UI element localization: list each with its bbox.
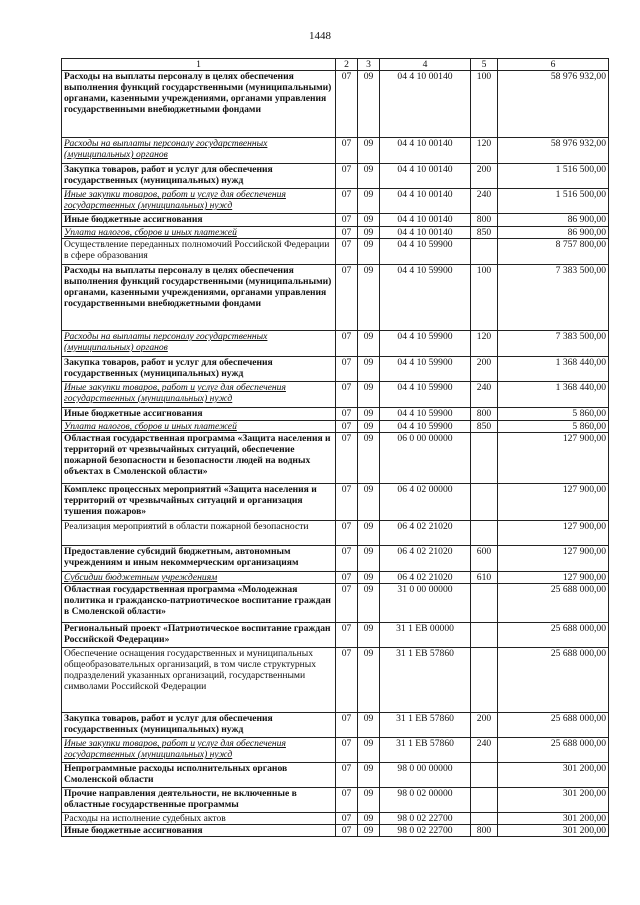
row-expense-type (471, 813, 498, 825)
row-target-article: 31 1 EB 00000 (380, 623, 471, 648)
row-description: Комплекс процессных мероприятий «Защита населения и территорий от чрезвычайных ситуаций и организация тушения пожаров» (62, 484, 336, 521)
row-section-code: 07 (336, 138, 358, 164)
table-row (62, 214, 609, 227)
table-row (62, 584, 609, 623)
row-amount: 25 688 000,00 (498, 584, 609, 623)
row-description: Закупка товаров, работ и услуг для обеспечения государственных (муниципальных) нужд (62, 713, 336, 738)
row-section-code: 07 (336, 331, 358, 357)
row-subsection-code: 09 (358, 239, 380, 265)
row-subsection-code: 09 (358, 214, 380, 227)
row-subsection-code: 09 (358, 713, 380, 738)
row-description: Региональный проект «Патриотическое воспитание граждан Российской Федерации» (62, 623, 336, 648)
row-subsection-code: 09 (358, 71, 380, 138)
row-amount: 301 200,00 (498, 788, 609, 813)
table-row (62, 382, 609, 408)
row-subsection-code: 09 (358, 825, 380, 837)
row-description: Расходы на выплаты персоналу государственных (муниципальных) органов (62, 138, 336, 164)
row-target-article: 31 1 EB 57860 (380, 713, 471, 738)
row-description: Уплата налогов, сборов и иных платежей (62, 227, 336, 239)
row-section-code: 07 (336, 713, 358, 738)
row-description: Расходы на исполнение судебных актов (62, 813, 336, 825)
row-section-code: 07 (336, 738, 358, 763)
row-description: Расходы на выплаты персоналу государственных (муниципальных) органов (62, 331, 336, 357)
row-target-article: 04 4 10 00140 (380, 189, 471, 214)
row-expense-type (471, 623, 498, 648)
table-row (62, 788, 609, 813)
row-expense-type: 120 (471, 138, 498, 164)
row-subsection-code: 09 (358, 331, 380, 357)
row-description: Иные закупки товаров, работ и услуг для обеспечения государственных (муниципальных) нужд (62, 382, 336, 408)
header-col-1: 1 (62, 59, 336, 71)
row-section-code: 07 (336, 408, 358, 421)
table-row (62, 239, 609, 265)
row-expense-type: 200 (471, 357, 498, 382)
table-row (62, 138, 609, 164)
row-expense-type: 100 (471, 265, 498, 331)
row-description: Расходы на выплаты персоналу в целях обеспечения выполнения функций государственными (муниципальными) органами, казенными учреждениями, органами управления государственными внебюджетными фондами (62, 265, 336, 331)
table-row (62, 484, 609, 521)
row-section-code: 07 (336, 227, 358, 239)
header-col-5: 5 (471, 59, 498, 71)
row-description: Закупка товаров, работ и услуг для обеспечения государственных (муниципальных) нужд (62, 357, 336, 382)
row-description: Обеспечение оснащения государственных и муниципальных общеобразовательных организаций, в том числе структурных подразделений указанных организаций, государственными символами Российской Федерации (62, 648, 336, 713)
row-subsection-code: 09 (358, 138, 380, 164)
row-subsection-code: 09 (358, 484, 380, 521)
table-row (62, 71, 609, 138)
row-amount: 25 688 000,00 (498, 713, 609, 738)
row-subsection-code: 09 (358, 227, 380, 239)
row-section-code: 07 (336, 584, 358, 623)
row-target-article: 98 0 02 22700 (380, 813, 471, 825)
budget-table (61, 58, 609, 837)
row-amount: 1 368 440,00 (498, 382, 609, 408)
row-expense-type (471, 433, 498, 484)
row-amount: 58 976 932,00 (498, 138, 609, 164)
row-expense-type: 200 (471, 713, 498, 738)
row-amount: 127 900,00 (498, 572, 609, 584)
row-section-code: 07 (336, 572, 358, 584)
row-expense-type (471, 584, 498, 623)
row-subsection-code: 09 (358, 546, 380, 572)
row-description: Предоставление субсидий бюджетным, автономным учреждениям и иным некоммерческим организациям (62, 546, 336, 572)
row-amount: 8 757 800,00 (498, 239, 609, 265)
row-description: Закупка товаров, работ и услуг для обеспечения государственных (муниципальных) нужд (62, 164, 336, 189)
row-description: Иные закупки товаров, работ и услуг для обеспечения государственных (муниципальных) нужд (62, 189, 336, 214)
row-section-code: 07 (336, 813, 358, 825)
row-amount: 86 900,00 (498, 214, 609, 227)
row-section-code: 07 (336, 546, 358, 572)
row-target-article: 98 0 02 22700 (380, 825, 471, 837)
row-section-code: 07 (336, 214, 358, 227)
row-target-article: 04 4 10 59900 (380, 382, 471, 408)
row-section-code: 07 (336, 433, 358, 484)
row-target-article: 06 4 02 00000 (380, 484, 471, 521)
row-expense-type (471, 484, 498, 521)
row-expense-type (471, 763, 498, 788)
row-subsection-code: 09 (358, 357, 380, 382)
table-row (62, 189, 609, 214)
row-target-article: 04 4 10 59900 (380, 265, 471, 331)
row-amount: 5 860,00 (498, 408, 609, 421)
row-expense-type: 200 (471, 164, 498, 189)
row-amount: 301 200,00 (498, 763, 609, 788)
row-section-code: 07 (336, 382, 358, 408)
table-row (62, 813, 609, 825)
row-description: Иные бюджетные ассигнования (62, 408, 336, 421)
row-description: Областная государственная программа «Молодежная политика и гражданско-патриотическое воспитание граждан в Смоленской области» (62, 584, 336, 623)
row-subsection-code: 09 (358, 433, 380, 484)
row-expense-type: 240 (471, 382, 498, 408)
row-target-article: 31 1 EB 57860 (380, 648, 471, 713)
row-subsection-code: 09 (358, 189, 380, 214)
row-amount: 7 383 500,00 (498, 265, 609, 331)
row-target-article: 31 1 EB 57860 (380, 738, 471, 763)
row-amount: 25 688 000,00 (498, 648, 609, 713)
row-target-article: 06 4 02 21020 (380, 546, 471, 572)
row-section-code: 07 (336, 189, 358, 214)
row-target-article: 04 4 10 59900 (380, 239, 471, 265)
row-subsection-code: 09 (358, 408, 380, 421)
table-row (62, 623, 609, 648)
row-amount: 127 900,00 (498, 546, 609, 572)
page-number: 1448 (309, 30, 331, 42)
row-section-code: 07 (336, 484, 358, 521)
row-description: Прочие направления деятельности, не включенные в областные государственные программы (62, 788, 336, 813)
row-section-code: 07 (336, 357, 358, 382)
row-description: Иные бюджетные ассигнования (62, 825, 336, 837)
row-expense-type: 800 (471, 825, 498, 837)
row-section-code: 07 (336, 71, 358, 138)
header-col-3: 3 (358, 59, 380, 71)
row-subsection-code: 09 (358, 788, 380, 813)
row-expense-type: 100 (471, 71, 498, 138)
table-row (62, 408, 609, 421)
row-subsection-code: 09 (358, 572, 380, 584)
table-row (62, 357, 609, 382)
row-expense-type (471, 788, 498, 813)
row-amount: 301 200,00 (498, 813, 609, 825)
row-amount: 5 860,00 (498, 421, 609, 433)
table-row (62, 521, 609, 546)
row-section-code: 07 (336, 788, 358, 813)
row-description: Иные закупки товаров, работ и услуг для обеспечения государственных (муниципальных) нужд (62, 738, 336, 763)
row-amount: 1 516 500,00 (498, 164, 609, 189)
row-expense-type: 600 (471, 546, 498, 572)
row-target-article: 06 0 00 00000 (380, 433, 471, 484)
row-expense-type: 240 (471, 738, 498, 763)
row-expense-type (471, 521, 498, 546)
row-section-code: 07 (336, 763, 358, 788)
header-col-6: 6 (498, 59, 609, 71)
table-row (62, 572, 609, 584)
row-expense-type: 800 (471, 408, 498, 421)
table-row (62, 738, 609, 763)
row-subsection-code: 09 (358, 164, 380, 189)
row-amount: 86 900,00 (498, 227, 609, 239)
row-description: Иные бюджетные ассигнования (62, 214, 336, 227)
row-description: Реализация мероприятий в области пожарной безопасности (62, 521, 336, 546)
row-amount: 127 900,00 (498, 484, 609, 521)
row-expense-type: 850 (471, 227, 498, 239)
row-target-article: 04 4 10 59900 (380, 331, 471, 357)
row-target-article: 04 4 10 00140 (380, 71, 471, 138)
row-section-code: 07 (336, 421, 358, 433)
row-amount: 25 688 000,00 (498, 623, 609, 648)
row-subsection-code: 09 (358, 738, 380, 763)
table-row (62, 825, 609, 837)
row-subsection-code: 09 (358, 265, 380, 331)
row-description: Непрограммные расходы исполнительных органов Смоленской области (62, 763, 336, 788)
row-amount: 127 900,00 (498, 521, 609, 546)
row-target-article: 04 4 10 59900 (380, 421, 471, 433)
row-target-article: 04 4 10 59900 (380, 357, 471, 382)
row-amount: 58 976 932,00 (498, 71, 609, 138)
row-amount: 25 688 000,00 (498, 738, 609, 763)
row-target-article: 04 4 10 59900 (380, 408, 471, 421)
table-row (62, 713, 609, 738)
row-section-code: 07 (336, 265, 358, 331)
row-expense-type: 850 (471, 421, 498, 433)
header-row (62, 59, 609, 71)
row-subsection-code: 09 (358, 382, 380, 408)
table-row (62, 331, 609, 357)
table-row (62, 433, 609, 484)
table-row (62, 265, 609, 331)
row-expense-type (471, 239, 498, 265)
row-description: Субсидии бюджетным учреждениям (62, 572, 336, 584)
row-description: Расходы на выплаты персоналу в целях обеспечения выполнения функций государственными (муниципальными) органами, казенными учреждениями, органами управления государственными внебюджетными фондами (62, 71, 336, 138)
row-description: Областная государственная программа «Защита населения и территорий от чрезвычайных ситуаций, обеспечение пожарной безопасности и безопасности людей на водных объектах в Смоленской области» (62, 433, 336, 484)
table-row (62, 648, 609, 713)
row-subsection-code: 09 (358, 584, 380, 623)
row-subsection-code: 09 (358, 763, 380, 788)
row-expense-type: 240 (471, 189, 498, 214)
row-target-article: 31 0 00 00000 (380, 584, 471, 623)
row-amount: 301 200,00 (498, 825, 609, 837)
row-amount: 127 900,00 (498, 433, 609, 484)
row-target-article: 04 4 10 00140 (380, 164, 471, 189)
row-section-code: 07 (336, 648, 358, 713)
row-section-code: 07 (336, 825, 358, 837)
row-target-article: 04 4 10 00140 (380, 138, 471, 164)
row-subsection-code: 09 (358, 623, 380, 648)
table-row (62, 421, 609, 433)
row-description: Уплата налогов, сборов и иных платежей (62, 421, 336, 433)
row-section-code: 07 (336, 623, 358, 648)
row-description: Осуществление переданных полномочий Российской Федерации в сфере образования (62, 239, 336, 265)
row-target-article: 98 0 00 00000 (380, 763, 471, 788)
table-row (62, 164, 609, 189)
row-target-article: 98 0 02 00000 (380, 788, 471, 813)
row-amount: 1 516 500,00 (498, 189, 609, 214)
header-col-4: 4 (380, 59, 471, 71)
row-section-code: 07 (336, 521, 358, 546)
row-subsection-code: 09 (358, 813, 380, 825)
header-col-2: 2 (336, 59, 358, 71)
row-subsection-code: 09 (358, 421, 380, 433)
table-row (62, 227, 609, 239)
row-expense-type: 120 (471, 331, 498, 357)
row-subsection-code: 09 (358, 521, 380, 546)
row-section-code: 07 (336, 239, 358, 265)
row-target-article: 06 4 02 21020 (380, 521, 471, 546)
row-amount: 1 368 440,00 (498, 357, 609, 382)
row-target-article: 04 4 10 00140 (380, 227, 471, 239)
table-row (62, 763, 609, 788)
row-subsection-code: 09 (358, 648, 380, 713)
row-target-article: 06 4 02 21020 (380, 572, 471, 584)
table-row (62, 546, 609, 572)
row-expense-type: 610 (471, 572, 498, 584)
row-amount: 7 383 500,00 (498, 331, 609, 357)
row-expense-type (471, 648, 498, 713)
row-section-code: 07 (336, 164, 358, 189)
row-target-article: 04 4 10 00140 (380, 214, 471, 227)
row-expense-type: 800 (471, 214, 498, 227)
